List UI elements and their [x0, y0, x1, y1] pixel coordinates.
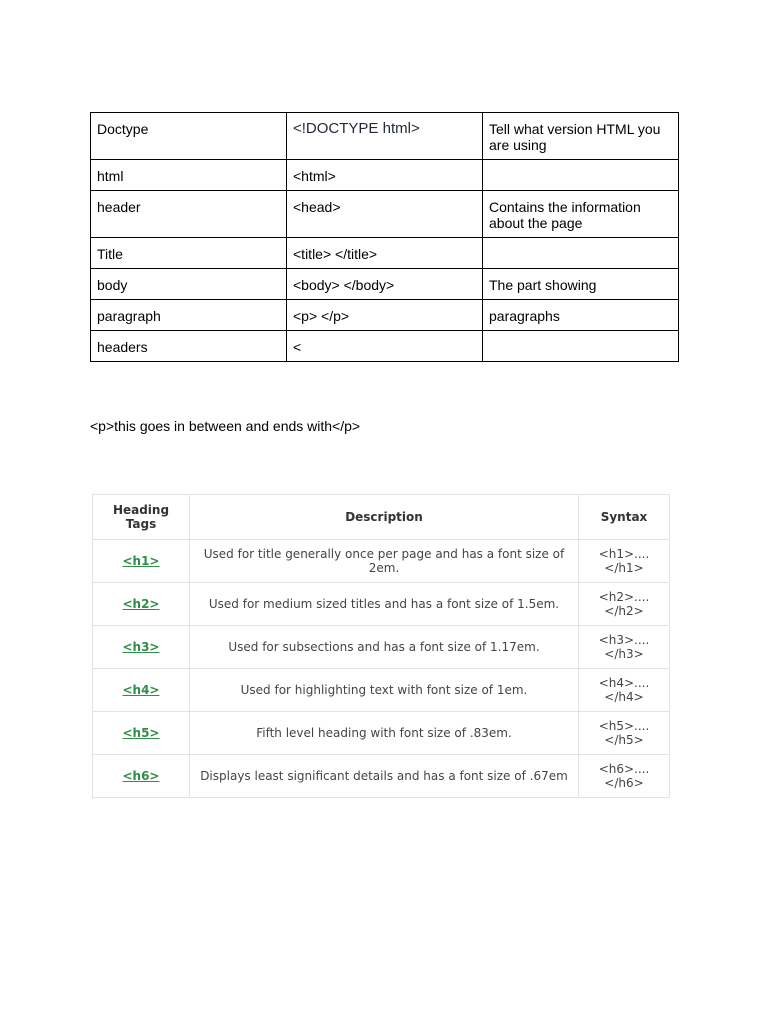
column-header-description: Description: [190, 495, 579, 540]
paragraph-note: <p>this goes in between and ends with</p>: [90, 418, 361, 434]
table-cell: paragraphs: [483, 300, 679, 331]
table-row: [93, 712, 670, 755]
tag-text[interactable]: <h6>: [122, 769, 160, 783]
table-cell: html: [91, 160, 287, 191]
tag-text[interactable]: <h2>: [122, 597, 160, 611]
table-cell: <body> </body>: [287, 269, 483, 300]
table-row: [91, 269, 679, 300]
heading-tags-table: [92, 494, 670, 798]
table-row: [93, 583, 670, 626]
heading-tag-link[interactable]: [93, 583, 190, 626]
heading-tag-link[interactable]: [93, 669, 190, 712]
table-row: [91, 300, 679, 331]
syntax-cell: <h1>....</h1>: [579, 540, 670, 583]
html-basics-table: [90, 112, 679, 362]
tag-text[interactable]: <h1>: [122, 554, 160, 568]
description-cell: Used for highlighting text with font size of 1em.: [190, 669, 579, 712]
description-cell: Fifth level heading with font size of .83em.: [190, 712, 579, 755]
table-row: [93, 755, 670, 798]
table-cell: <title> </title>: [287, 238, 483, 269]
description-cell: Used for title generally once per page and has a font size of 2em.: [190, 540, 579, 583]
table-cell: Doctype: [91, 113, 287, 160]
column-header-heading-tags: Heading Tags: [93, 495, 190, 540]
column-header-syntax: Syntax: [579, 495, 670, 540]
table-cell: paragraph: [91, 300, 287, 331]
table-cell: <head>: [287, 191, 483, 238]
heading-tag-link[interactable]: [93, 540, 190, 583]
syntax-cell: <h2>....</h2>: [579, 583, 670, 626]
table-cell: Contains the information about the page: [483, 191, 679, 238]
table-cell: header: [91, 191, 287, 238]
description-cell: Used for subsections and has a font size of 1.17em.: [190, 626, 579, 669]
table-cell: [483, 238, 679, 269]
table-row: [93, 669, 670, 712]
description-cell: Used for medium sized titles and has a font size of 1.5em.: [190, 583, 579, 626]
table-row: [91, 113, 679, 160]
syntax-cell: <h5>....</h5>: [579, 712, 670, 755]
description-cell: Displays least significant details and has a font size of .67em: [190, 755, 579, 798]
table-cell: [483, 160, 679, 191]
table-cell: headers: [91, 331, 287, 362]
table-cell: <: [287, 331, 483, 362]
tag-text[interactable]: <h5>: [122, 726, 160, 740]
table-row: [93, 540, 670, 583]
heading-tag-link[interactable]: [93, 712, 190, 755]
table-cell: body: [91, 269, 287, 300]
tag-text[interactable]: <h4>: [122, 683, 160, 697]
syntax-cell: <h4>....</h4>: [579, 669, 670, 712]
table-cell: The part showing: [483, 269, 679, 300]
table-cell: Tell what version HTML you are using: [483, 113, 679, 160]
syntax-cell: <h3>....</h3>: [579, 626, 670, 669]
table-cell: <html>: [287, 160, 483, 191]
table-cell: <p> </p>: [287, 300, 483, 331]
table-cell: <!DOCTYPE html>: [287, 113, 483, 160]
heading-tag-link[interactable]: [93, 626, 190, 669]
table-cell: Title: [91, 238, 287, 269]
table-row: [91, 160, 679, 191]
table-header-row: [93, 495, 670, 540]
table-row: [93, 626, 670, 669]
table-row: [91, 238, 679, 269]
syntax-cell: <h6>....</h6>: [579, 755, 670, 798]
table-row: [91, 191, 679, 238]
table-cell: [483, 331, 679, 362]
heading-tag-link[interactable]: [93, 755, 190, 798]
tag-text[interactable]: <h3>: [122, 640, 160, 654]
table-row: [91, 331, 679, 362]
